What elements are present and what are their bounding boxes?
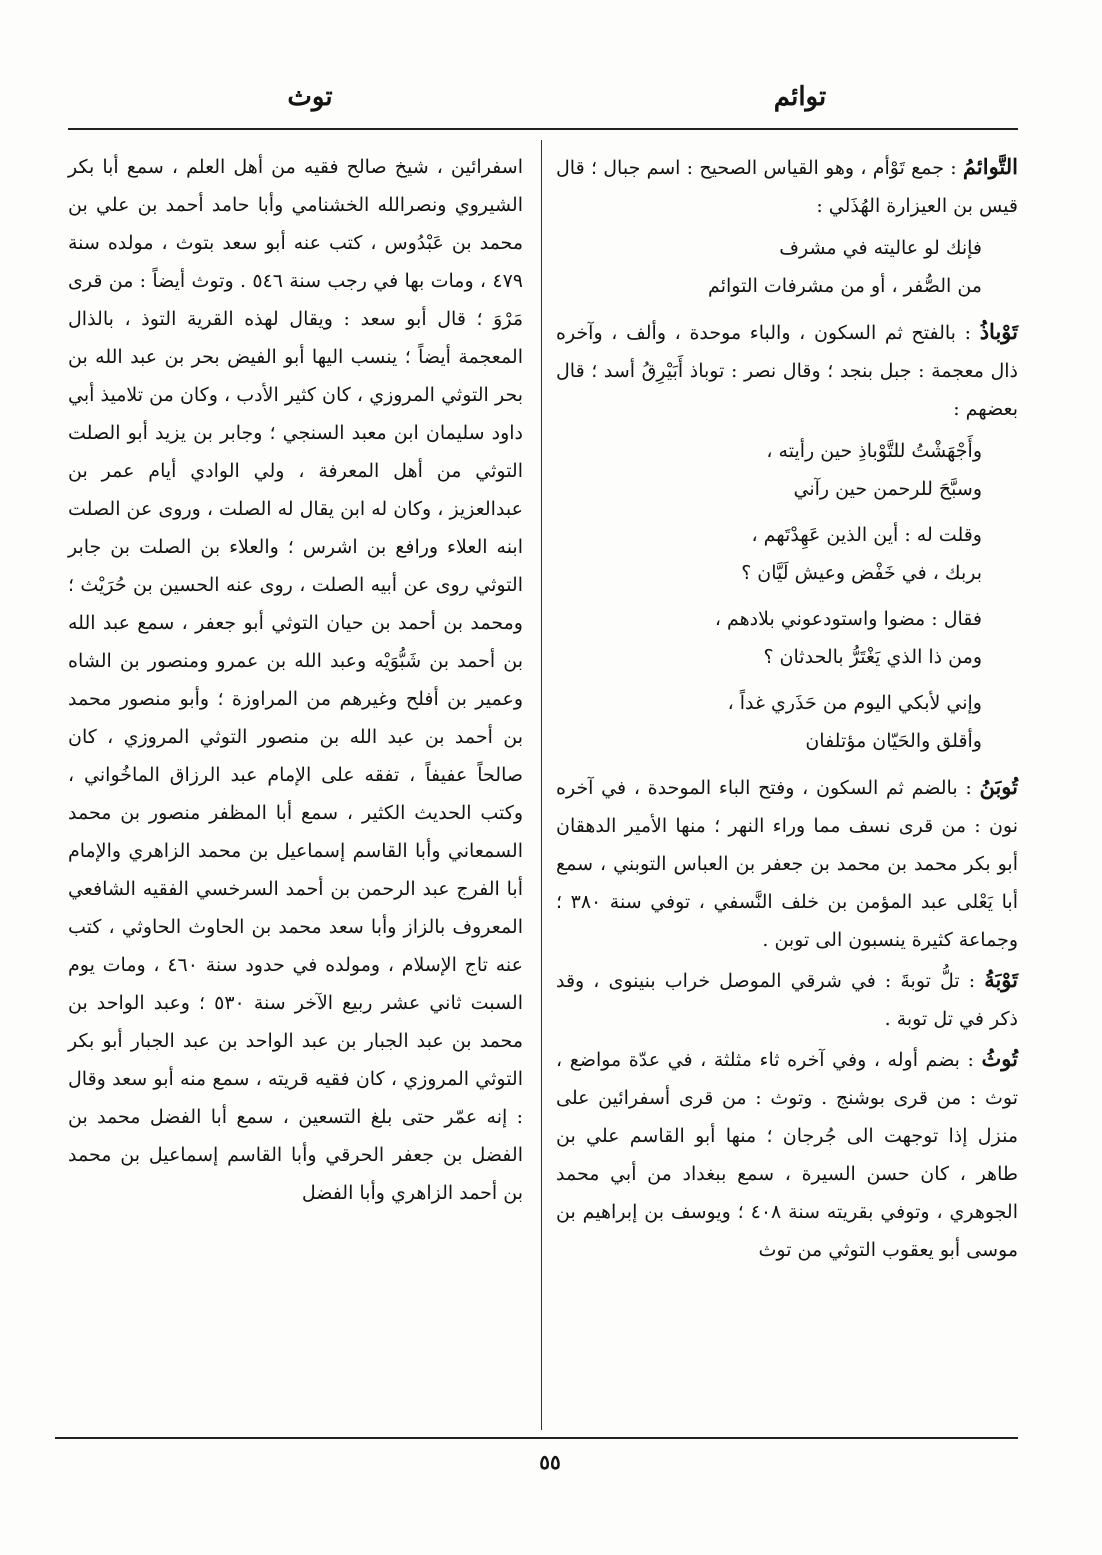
verse-line: ومن ذا الذي يَغْتَرُّ بالحدثان ؟ <box>763 646 982 668</box>
verse <box>556 432 1018 508</box>
entry-tawba <box>556 961 1018 1038</box>
column-divider <box>541 140 542 1430</box>
verse-line: فقال : مضوا واستودعوني بلادهم ، <box>714 608 982 630</box>
continued-text: اسفرائين ، شيخ صالح فقيه من أهل العلم ، سمع أبا بكر الشيروي ونصرالله الخشنامي وأبا حامد أحمد بن علي بن محمد بن عَبْدُوس ، كتب عنه أبو سعد بتوث ، مولده سنة ٤٧٩ ، ومات بها في رجب سنة ٥٤٦ . وتوث أيضاً : من قرى مَرْوَ ؛ قال أبو سعد : ويقال لهذه القرية التوذ ، بالذال المعجمة أيضاً ؛ ينسب اليها أبو الفيض بحر بن عبد الله بن بحر التوثي المروزي ، كان كثير الأدب ، وكان من تلاميذ أبي داود سليمان ابن معبد السنجي ؛ وجابر بن يزيد أبو الصلت التوثي من أهل المعرفة ، ولي الوادي أيام عمر بن عبدالعزيز ، وكان له ابن يقال له الصلت ، وروى عن الصلت ابنه العلاء ورافع بن اشرس ؛ والعلاء بن الصلت بن جابر التوثي روى عن أبيه الصلت ، روى عنه الحسين بن حُرَيْث ؛ ومحمد بن أحمد بن حيان التوثي أبو جعفر ، سمع عبد الله بن أحمد بن شَبُّوَيْه وعبد الله بن عمرو ومنصور بن الشاه وعمير بن أفلح وغيرهم من المراوزة ؛ وأبو منصور محمد بن أحمد بن عبد الله بن منصور التوثي المروزي ، كان صالحاً عفيفاً ، تفقه على الإمام عبد الرزاق الماخُواني ، وكتب الحديث الكثير ، سمع أبا المظفر منصور بن محمد السمعاني وأبا القاسم إسماعيل بن محمد الزاهري والإمام أبا الفرج عبد الرحمن بن أحمد السرخسي الفقيه الشافعي المعروف بالزاز وأبا سعد محمد بن الحاوث الحاوثي ، كتب عنه تاج الإسلام ، ومولده في حدود سنة ٤٦٠ ، ومات يوم السبت ثاني عشر ربيع الآخر سنة ٥٣٠ ؛ وعبد الواحد بن محمد بن عبد الجبار بن عبد الواحد بن عبد الجبار أبو بكر التوثي المروزي ، كان فقيه قريته ، سمع منه أبو سعد وقال : إنه عمّر حتى بلغ التسعين ، سمع أبا الفضل محمد بن الفضل بن جعفر الحرقي وأبا القاسم إسماعيل بن محمد بن أحمد الزاهري وأبا الفضل <box>68 156 523 1204</box>
verse-line: وإني لأبكي اليوم من حَذَري غداً ، <box>727 692 982 714</box>
entry-headword: تُوثُ <box>981 1046 1018 1071</box>
verse-line: وأقلق والحَيّان مؤتلفان <box>805 730 982 752</box>
verse <box>556 229 1018 305</box>
entry-text: : بضم أوله ، وفي آخره ثاء مثلثة ، في عدّة مواضع ، توث : من قرى بوشنج . وتوث : من قرى أسفرائين على منزل إذا توجهت الى جُرجان ؛ منها أبو القاسم علي بن طاهر ، كان حسن السيرة ، سمع ببغداد من أبي محمد الجوهري ، وتوفي بقريته سنة ٤٠٨ ؛ ويوسف بن إبراهيم بن موسى أبو يعقوب التوثي من توث <box>556 1049 1018 1261</box>
verse-line: فإنك لو عاليته في مشرف <box>779 237 982 259</box>
verse <box>556 684 1018 760</box>
verse-line: من الصُّفر ، أو من مشرفات التوائم <box>708 275 982 297</box>
entry-text: : جمع تَوْأم ، وهو القياس الصحيح : اسم جبال ؛ قال قيس بن العيزارة الهُذَلي : <box>556 157 1018 217</box>
entry-headword: التَّوائمُ <box>962 154 1018 179</box>
verse-line: وأَجْهَشْتُ للتَّوْباذِ حين رأيته ، <box>766 440 982 462</box>
verse-line: وسبَّحَ للرحمن حين رآني <box>793 478 982 500</box>
entry-tuth <box>556 1040 1018 1269</box>
verse <box>556 516 1018 592</box>
verse <box>556 600 1018 676</box>
entry-headword: تَوْبَةُ <box>984 967 1018 992</box>
verse-line: وقلت له : أين الذين عَهِدْتَهم ، <box>751 524 982 546</box>
top-rule <box>68 128 1018 130</box>
left-column <box>68 148 523 1212</box>
bottom-rule <box>55 1437 1018 1439</box>
right-column <box>556 148 1018 1271</box>
running-header-left: توث <box>287 82 333 112</box>
entry-text: : بالضم ثم السكون ، وفتح الباء الموحدة ، في آخره نون : من قرى نسف مما وراء النهر ؛ منها الأمير الدهقان أبو بكر محمد بن محمد بن جعفر بن العباس التوبني ، سمع أبا يَعْلى عبد المؤمن بن خلف النَّسفي ، توفي سنة ٣٨٠ ؛ وجماعة كثيرة ينسبون الى توبن . <box>556 777 1018 951</box>
running-header-right: توائم <box>773 82 827 112</box>
entry-headword: تَوْباذُ <box>979 319 1018 344</box>
verse-line: بربك ، في خَفْض وعيش لَيَّان ؟ <box>741 562 982 584</box>
entry-tawbadh <box>556 313 1018 760</box>
entry-text: : بالفتح ثم السكون ، والباء موحدة ، وألف ، وآخره ذال معجمة : جبل بنجد ؛ وقال نصر : توباذ أَبَيْرِقُ أسد ؛ قال بعضهم : <box>556 322 1018 420</box>
entry-text: : تلُّ توبةَ : في شرقي الموصل خراب بنينوى ، وقد ذكر في تل توبة . <box>556 970 1018 1030</box>
entry-tawaim <box>556 148 1018 305</box>
entry-tuban <box>556 768 1018 959</box>
page-number: ٥٥ <box>539 1450 561 1474</box>
entry-headword: تُوبَنُ <box>979 774 1018 799</box>
